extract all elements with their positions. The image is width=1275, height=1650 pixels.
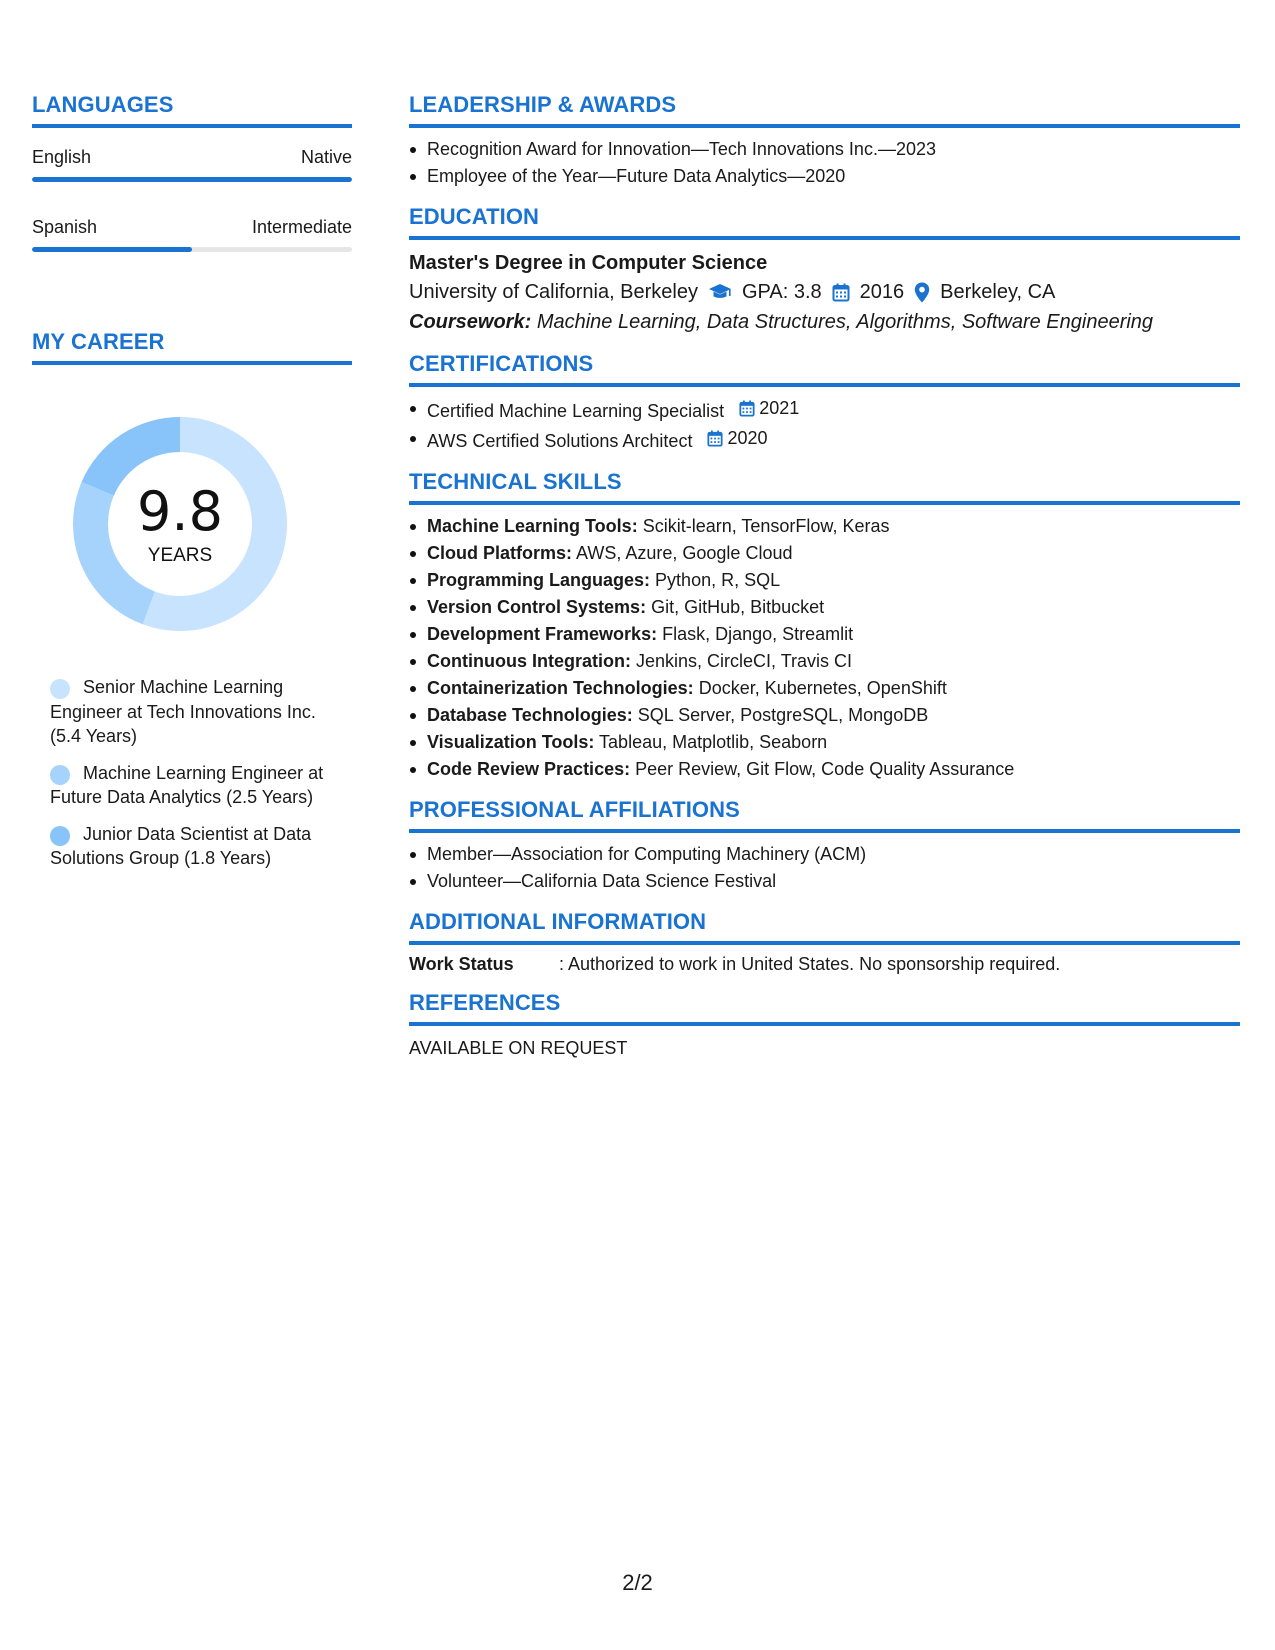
- skill-value: SQL Server, PostgreSQL, MongoDB: [637, 705, 929, 725]
- career-donut-chart: [65, 409, 295, 639]
- skill-item: [409, 513, 1240, 540]
- skill-item: [409, 702, 1240, 729]
- additional-section: [409, 909, 1240, 976]
- language-proficiency-fill: [32, 177, 352, 182]
- affiliations-title: PROFESSIONAL AFFILIATIONS: [409, 797, 1240, 833]
- skill-value: Python, R, SQL: [655, 570, 781, 590]
- skill-item: [409, 756, 1240, 783]
- education-location: Berkeley, CA: [940, 281, 1056, 303]
- additional-title: ADDITIONAL INFORMATION: [409, 909, 1240, 945]
- page-number: 2/2: [622, 1570, 653, 1595]
- career-legend-label: Junior Data Scientist at Data Solutions Group (1.8 Years): [50, 823, 312, 868]
- skill-label: Cloud Platforms:: [427, 543, 573, 563]
- language-english: [32, 146, 352, 182]
- skill-label: Database Technologies:: [427, 705, 633, 725]
- references-section: [409, 990, 1240, 1060]
- language-name: Spanish: [32, 217, 98, 237]
- education-title: EDUCATION: [409, 204, 1240, 240]
- skill-label: Containerization Technologies:: [427, 678, 694, 698]
- work-status-label: Work Status: [409, 954, 514, 974]
- education-section: [409, 204, 1240, 337]
- skill-item: [409, 648, 1240, 675]
- career-total-value: 9.8: [137, 480, 223, 543]
- languages-title: LANGUAGES: [32, 92, 352, 128]
- language-spanish: [32, 216, 352, 252]
- career-legend-label: Machine Learning Engineer at Future Data Analytics (2.5 Years): [50, 762, 324, 807]
- certification-name: Certified Machine Learning Specialist: [427, 401, 725, 421]
- skill-value: Peer Review, Git Flow, Code Quality Assurance: [635, 759, 1015, 779]
- skill-value: Flask, Django, Streamlit: [662, 624, 854, 644]
- career-legend-item: [50, 675, 330, 749]
- education-school: University of California, Berkeley: [409, 281, 698, 303]
- skill-value: Docker, Kubernetes, OpenShift: [698, 678, 947, 698]
- education-degree: Master's Degree in Computer Science: [409, 252, 768, 274]
- education-year: 2016: [859, 281, 905, 303]
- list-item: Recognition Award for Innovation—Tech Innovations Inc.—2023: [409, 136, 1240, 163]
- career-total-unit: YEARS: [147, 545, 213, 566]
- skills-title: TECHNICAL SKILLS: [409, 469, 1240, 505]
- career-legend: [50, 675, 330, 871]
- skill-label: Code Review Practices:: [427, 759, 631, 779]
- legend-dot: [50, 826, 70, 846]
- references-title: REFERENCES: [409, 990, 1240, 1026]
- certification-year: 2021: [759, 398, 800, 418]
- language-level: Intermediate: [251, 217, 352, 237]
- certification-date: [707, 425, 767, 452]
- work-status-row: [409, 952, 1240, 976]
- list-item: [409, 425, 1240, 455]
- skill-value: Scikit-learn, TensorFlow, Keras: [642, 516, 890, 536]
- skill-value: AWS, Azure, Google Cloud: [576, 543, 793, 563]
- work-status-value: : Authorized to work in United States. No sponsorship required.: [559, 954, 1061, 974]
- list-item: Employee of the Year—Future Data Analytics—2020: [409, 163, 1240, 190]
- language-proficiency-fill: [32, 247, 192, 252]
- certification-year: 2020: [727, 428, 768, 448]
- legend-dot: [50, 765, 70, 785]
- skill-item: [409, 621, 1240, 648]
- certification-name: AWS Certified Solutions Architect: [427, 431, 693, 451]
- graduation-cap-icon: [708, 283, 732, 301]
- leadership-section: [409, 92, 1240, 190]
- skill-item: [409, 540, 1240, 567]
- coursework-value: Machine Learning, Data Structures, Algorithms, Software Engineering: [536, 311, 1154, 333]
- skills-section: [409, 469, 1240, 783]
- skill-value: Git, GitHub, Bitbucket: [651, 597, 825, 617]
- calendar-icon: [832, 283, 850, 302]
- language-name: English: [32, 147, 92, 167]
- skill-item: [409, 567, 1240, 594]
- certifications-title: CERTIFICATIONS: [409, 351, 1240, 387]
- right-column: [409, 92, 1240, 1074]
- language-proficiency-bar: [32, 247, 352, 252]
- career-total: [65, 480, 295, 567]
- skill-item: [409, 675, 1240, 702]
- skill-label: Version Control Systems:: [427, 597, 647, 617]
- skill-label: Development Frameworks:: [427, 624, 658, 644]
- affiliations-section: [409, 797, 1240, 895]
- skills-list: [409, 513, 1240, 783]
- skill-item: [409, 729, 1240, 756]
- certification-date: [739, 395, 799, 422]
- leadership-title: LEADERSHIP & AWARDS: [409, 92, 1240, 128]
- skill-value: Tableau, Matplotlib, Seaborn: [599, 732, 828, 752]
- certifications-section: [409, 351, 1240, 455]
- list-item: Member—Association for Computing Machinery (ACM): [409, 841, 1240, 868]
- skill-label: Programming Languages:: [427, 570, 651, 590]
- left-column: [32, 92, 352, 883]
- language-proficiency-bar: [32, 177, 352, 182]
- calendar-icon: [739, 400, 755, 417]
- list-item: Volunteer—California Data Science Festival: [409, 868, 1240, 895]
- career-title: MY CAREER: [32, 329, 352, 365]
- references-text: AVAILABLE ON REQUEST: [409, 1038, 628, 1058]
- career-legend-label: Senior Machine Learning Engineer at Tech Innovations Inc. (5.4 Years): [50, 677, 316, 746]
- skill-label: Machine Learning Tools:: [427, 516, 638, 536]
- list-item: [409, 395, 1240, 425]
- skill-label: Visualization Tools:: [427, 732, 595, 752]
- education-coursework: [409, 307, 1240, 337]
- calendar-icon: [707, 430, 723, 447]
- coursework-label: Coursework:: [409, 311, 532, 333]
- legend-dot: [50, 679, 70, 699]
- career-legend-item: [50, 822, 330, 871]
- education-gpa: GPA: 3.8: [742, 281, 822, 303]
- education-details: [409, 277, 1240, 307]
- language-level: Native: [300, 147, 352, 167]
- skill-item: [409, 594, 1240, 621]
- career-legend-item: [50, 761, 330, 810]
- skill-label: Continuous Integration:: [427, 651, 631, 671]
- skill-value: Jenkins, CircleCI, Travis CI: [635, 651, 853, 671]
- location-pin-icon: [914, 282, 930, 303]
